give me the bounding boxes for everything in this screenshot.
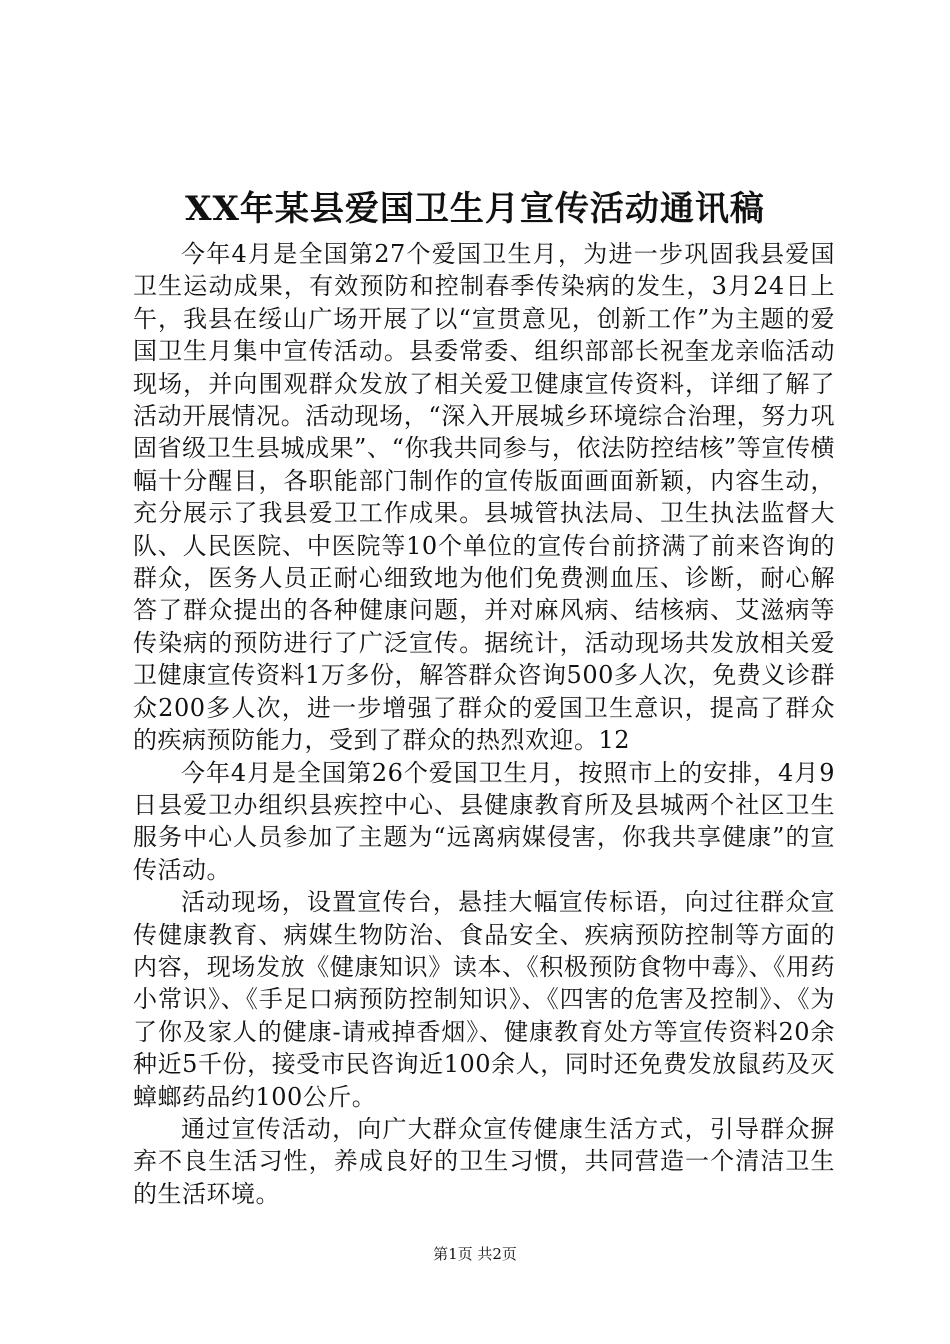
paragraph: 通过宣传活动，向广大群众宣传健康生活方式，引导群众摒弃不良生活习性，养成良好的卫生习惯，共同营造一个清洁卫生的生活环境。 (133, 1114, 835, 1208)
document-body (133, 238, 835, 1210)
paragraph: 活动现场，设置宣传台，悬挂大幅宣传标语，向过往群众宣传健康教育、病媒生物防治、食品安全、疾病预防控制等方面的内容，现场发放《健康知识》读本、《积极预防食物中毒》、《用药小常识》、《手足口病预防控制知识》、《四害的危害及控制》、《为了你及家人的健康-请戒掉香烟》、健康教育处方等宣传资料20余种近5千份，接受市民咨询近100余人，同时还免费发放鼠药及灭蟑螂药品约100公斤。 (133, 888, 835, 1111)
page-number-footer: 第1页 共2页 (433, 1245, 517, 1263)
paragraph: 今年4月是全国第26个爱国卫生月，按照市上的安排，4月9日县爱卫办组织县疾控中心、县健康教育所及县城两个社区卫生服务中心人员参加了主题为“远离病媒侵害，你我共享健康”的宣传活动。 (133, 758, 835, 884)
paragraph: 今年4月是全国第27个爱国卫生月，为进一步巩固我县爱国卫生运动成果，有效预防和控制春季传染病的发生，3月24日上午，我县在绥山广场开展了以“宣贯意见，创新工作”为主题的爱国卫生月集中宣传活动。县委常委、组织部部长祝奎龙亲临活动现场，并向围观群众发放了相关爱卫健康宣传资料，详细了解了活动开展情况。活动现场，“深入开展城乡环境综合治理，努力巩固省级卫生县城成果”、“你我共同参与，依法防控结核”等宣传横幅十分醒目，各职能部门制作的宣传版面画面新颖，内容生动，充分展示了我县爱卫工作成果。县城管执法局、卫生执法监督大队、人民医院、中医院等10个单位的宣传台前挤满了前来咨询的群众，医务人员正耐心细致地为他们免费测血压、诊断，耐心解答了群众提出的各种健康问题，并对麻风病、结核病、艾滋病等传染病的预防进行了广泛宣传。据统计，活动现场共发放相关爱卫健康宣传资料1万多份，解答群众咨询500多人次，免费义诊群众200多人次，进一步增强了群众的爱国卫生意识，提高了群众的疾病预防能力，受到了群众的热烈欢迎。12 (133, 240, 835, 755)
document-title: XX年某县爱国卫生月宣传活动通讯稿 (185, 189, 765, 229)
